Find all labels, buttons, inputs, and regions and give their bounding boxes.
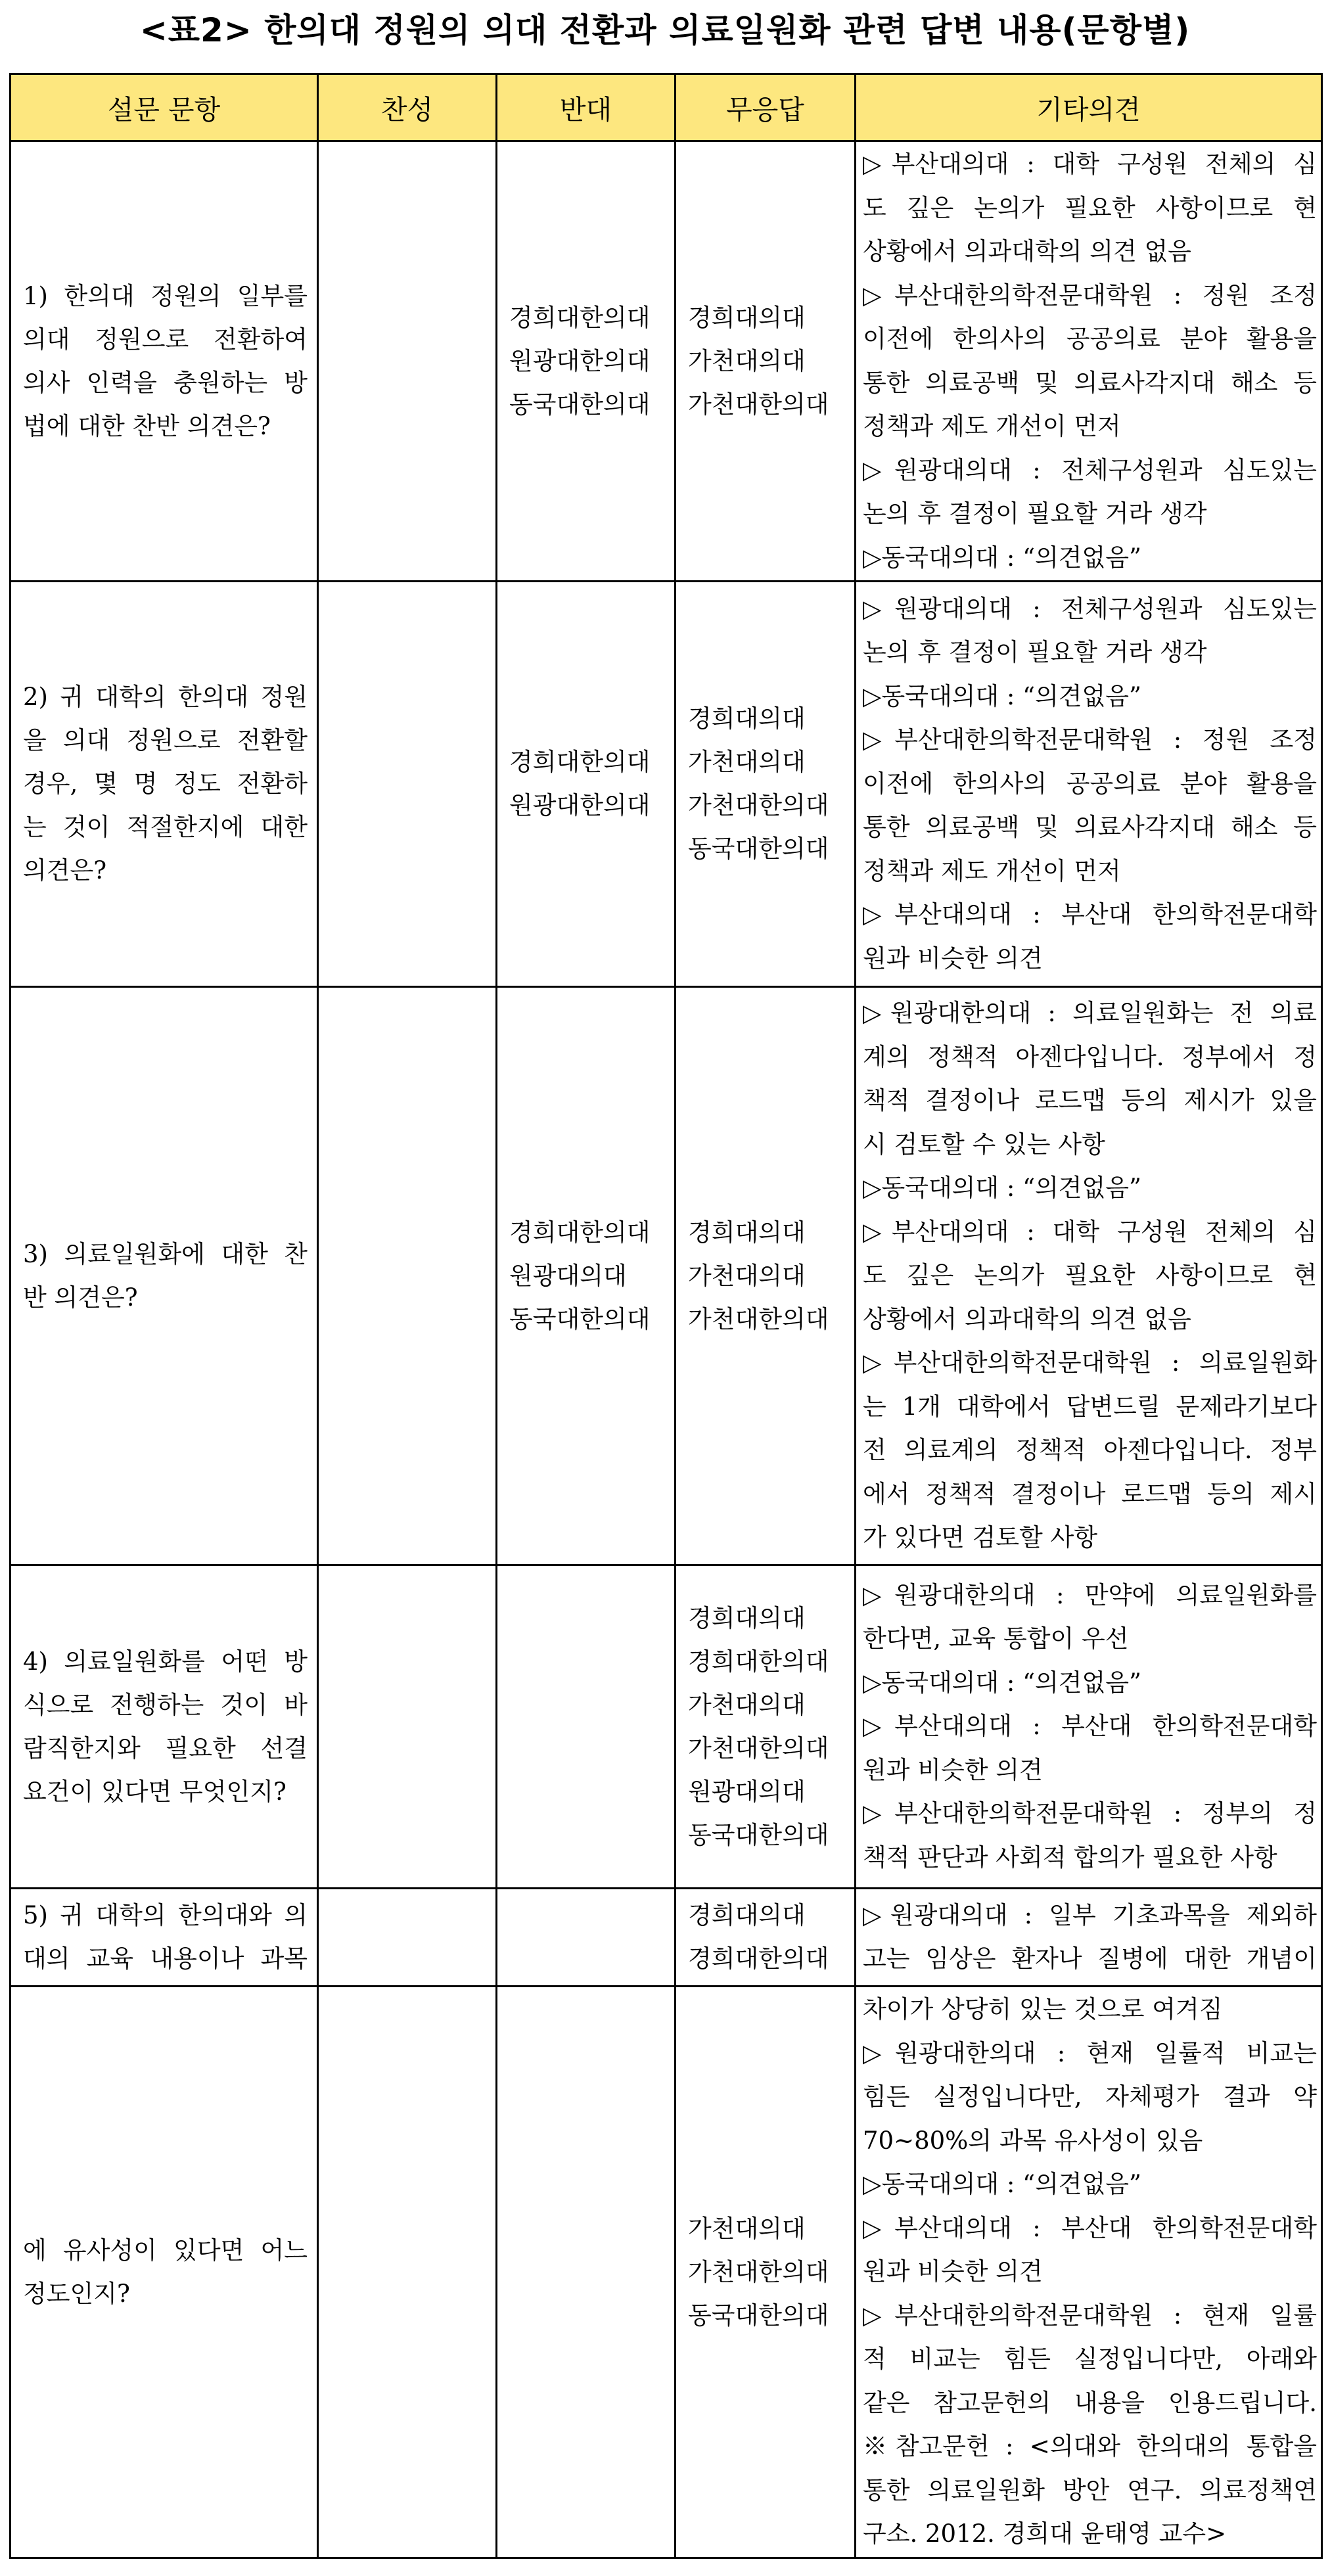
agree-cell	[318, 582, 497, 987]
opinion-line: ▷동국대의대 : “의견없음”	[863, 1174, 1141, 1203]
no-answer-cell	[676, 1565, 856, 1889]
disagree-cell	[497, 1889, 676, 1987]
opinion-line: ▷부산대의대 : 부산대 한의학전문대학	[863, 900, 1317, 929]
opinion-line: 도 깊은 논의가 필요한 사항이므로 현	[863, 1261, 1317, 1290]
opinion-line: 70~80%의 과목 유사성이 있음	[863, 2126, 1203, 2155]
question-line: 람직한지와 필요한 선결	[23, 1734, 308, 1762]
table-row	[11, 582, 1322, 987]
opinion-line: 통한 의료일원화 방안 연구. 의료정책연	[863, 2475, 1317, 2504]
opinion-line: 한다면, 교육 통합이 우선	[863, 1624, 1129, 1653]
question-line: 에 유사성이 있다면 어느	[23, 2236, 308, 2265]
table-header-row	[11, 74, 1322, 141]
no-answer-cell	[676, 141, 856, 582]
opinion-line: 이전에 한의사의 공공의료 분야 활용을	[863, 769, 1317, 798]
question-line: 5) 귀 대학의 한의대와 의	[23, 1901, 308, 1929]
opinion-line: ▷부산대의대 : 대학 구성원 전체의 심	[863, 150, 1317, 178]
header-question: 설문 문항	[11, 74, 318, 141]
question-line: 의대 정원으로 전환하여	[23, 325, 308, 354]
question-line: 법에 대한 찬반 의견은?	[23, 411, 271, 440]
school-name: 동국대한의대	[509, 390, 651, 419]
opinion-line: 같은 참고문헌의 내용을 인용드립니다.	[863, 2388, 1317, 2417]
disagree-cell	[497, 141, 676, 582]
opinion-line: 는 1개 대학에서 답변드릴 문제라기보다	[863, 1392, 1317, 1421]
school-name: 원광대의대	[509, 1261, 627, 1290]
opinion-line: ▷부산대의대 : 대학 구성원 전체의 심	[863, 1217, 1317, 1246]
opinion-line: 이전에 한의사의 공공의료 분야 활용을	[863, 325, 1317, 353]
opinion-line: ▷원광대의대 : 전체구성원과 심도있는	[863, 594, 1317, 623]
opinion-line: ▷원광대한의대 : 현재 일률적 비교는	[863, 2038, 1317, 2067]
school-name: 경희대의대	[688, 1218, 806, 1247]
no-answer-cell	[676, 1889, 856, 1987]
question-line: 을 의대 정원으로 전환할	[23, 726, 308, 754]
school-name: 경희대한의대	[688, 1647, 829, 1676]
school-name: 가천대의대	[688, 2214, 806, 2243]
opinion-line: 원과 비슷한 의견	[863, 1755, 1043, 1784]
question-line: 정도인지?	[23, 2279, 130, 2308]
disagree-cell	[497, 987, 676, 1565]
opinion-line: ▷원광대의대 : 일부 기초과목을 제외하	[863, 1900, 1317, 1929]
agree-cell	[318, 1565, 497, 1889]
opinion-line: 차이가 상당히 있는 것으로 여겨짐	[863, 1995, 1223, 2024]
question-line: 2) 귀 대학의 한의대 정원	[23, 683, 308, 711]
question-line: 반 의견은?	[23, 1283, 138, 1312]
school-name: 가천대한의대	[688, 390, 829, 419]
opinion-line: ▷동국대의대 : “의견없음”	[863, 2170, 1141, 2199]
table-row	[11, 1565, 1322, 1889]
survey-response-table	[9, 73, 1323, 2559]
school-name: 경희대한의대	[688, 1944, 829, 1973]
school-name: 경희대한의대	[509, 748, 651, 776]
opinion-line: ▷부산대한의학전문대학원 : 정부의 정	[863, 1799, 1317, 1828]
opinion-line: ▷원광대의대 : 전체구성원과 심도있는	[863, 455, 1317, 484]
agree-cell	[318, 141, 497, 582]
question-cell	[11, 141, 318, 582]
question-cell	[11, 1565, 318, 1889]
opinion-line: ▷동국대의대 : “의견없음”	[863, 681, 1141, 710]
opinion-line: 힘든 실정입니다만, 자체평가 결과 약	[863, 2082, 1317, 2111]
table-row	[11, 141, 1322, 582]
agree-cell	[318, 987, 497, 1565]
no-answer-cell	[676, 987, 856, 1565]
opinion-cell	[856, 141, 1322, 582]
school-name: 가천대의대	[688, 1690, 806, 1719]
opinion-cell	[856, 582, 1322, 987]
question-cell	[11, 582, 318, 987]
school-name: 경희대한의대	[509, 1218, 651, 1247]
opinion-line: 정책과 제도 개선이 먼저	[863, 856, 1121, 885]
opinion-line: 전 의료계의 정책적 아젠다입니다. 정부	[863, 1436, 1317, 1465]
school-name: 가천대한의대	[688, 1304, 829, 1333]
opinion-line: ▷부산대한의학전문대학원 : 의료일원화	[863, 1348, 1317, 1377]
question-line: 4) 의료일원화를 어떤 방	[23, 1647, 308, 1676]
school-name: 원광대한의대	[509, 791, 651, 819]
opinion-line: 도 깊은 논의가 필요한 사항이므로 현	[863, 193, 1317, 222]
school-name: 경희대의대	[688, 1603, 806, 1632]
disagree-cell	[497, 582, 676, 987]
school-name: 가천대의대	[688, 346, 806, 375]
agree-cell	[318, 1987, 497, 2558]
opinion-line: ※참고문헌 : <의대와 한의대의 통합을	[863, 2432, 1317, 2461]
opinion-line: ▷부산대한의학전문대학원 : 현재 일률	[863, 2301, 1317, 2330]
opinion-line: ▷원광대한의대 : 만약에 의료일원화를	[863, 1580, 1317, 1609]
opinion-cell	[856, 1565, 1322, 1889]
school-name: 원광대한의대	[509, 346, 651, 375]
school-name: 경희대의대	[688, 704, 806, 733]
question-cell	[11, 987, 318, 1565]
opinion-line: ▷부산대의대 : 부산대 한의학전문대학	[863, 2213, 1317, 2242]
school-name: 경희대의대	[688, 303, 806, 332]
opinion-line: ▷동국대의대 : “의견없음”	[863, 543, 1141, 572]
agree-cell	[318, 1889, 497, 1987]
disagree-cell	[497, 1987, 676, 2558]
opinion-line: 상황에서 의과대학의 의견 없음	[863, 237, 1191, 265]
opinion-cell	[856, 987, 1322, 1565]
school-name: 가천대의대	[688, 1261, 806, 1290]
school-name: 동국대한의대	[688, 2301, 829, 2330]
opinion-line: 통한 의료공백 및 의료사각지대 해소 등	[863, 368, 1317, 397]
school-name: 동국대한의대	[688, 1820, 829, 1849]
opinion-line: 상황에서 의과대학의 의견 없음	[863, 1304, 1191, 1333]
opinion-line: 에서 정책적 결정이나 로드맵 등의 제시	[863, 1479, 1317, 1508]
table-row	[11, 1889, 1322, 1987]
school-name: 경희대한의대	[509, 303, 651, 332]
question-line: 경우, 몇 명 정도 전환하	[23, 770, 308, 798]
opinion-line: 가 있다면 검토할 사항	[863, 1523, 1097, 1552]
question-cell	[11, 1987, 318, 2558]
opinion-line: ▷부산대의대 : 부산대 한의학전문대학	[863, 1712, 1317, 1741]
question-line: 요건이 있다면 무엇인지?	[23, 1777, 287, 1806]
table-row	[11, 987, 1322, 1565]
opinion-line: 원과 비슷한 의견	[863, 2257, 1043, 2286]
question-line: 의사 인력을 충원하는 방	[23, 368, 308, 397]
opinion-line: 시 검토할 수 있는 사항	[863, 1130, 1105, 1159]
opinion-line: 고는 임상은 환자나 질병에 대한 개념이	[863, 1944, 1317, 1973]
opinion-line: 책적 판단과 사회적 합의가 필요한 사항	[863, 1843, 1277, 1872]
school-name: 경희대의대	[688, 1901, 806, 1929]
question-line: 의견은?	[23, 856, 107, 885]
opinion-line: ▷원광대한의대 : 의료일원화는 전 의료	[863, 999, 1317, 1028]
school-name: 가천대한의대	[688, 791, 829, 819]
opinion-line: ▷부산대한의학전문대학원 : 정원 조정	[863, 281, 1317, 310]
school-name: 동국대한의대	[688, 835, 829, 863]
opinion-line: 정책과 제도 개선이 먼저	[863, 412, 1121, 440]
question-cell	[11, 1889, 318, 1987]
question-line: 3) 의료일원화에 대한 찬	[23, 1239, 308, 1268]
opinion-cell	[856, 1987, 1322, 2558]
question-line: 식으로 전행하는 것이 바	[23, 1690, 308, 1719]
disagree-cell	[497, 1565, 676, 1889]
opinion-line: 구소. 2012. 경희대 윤태영 교수>	[863, 2519, 1227, 2548]
no-answer-cell	[676, 582, 856, 987]
header-no-answer: 무응답	[676, 74, 856, 141]
question-line: 대의 교육 내용이나 과목	[23, 1944, 308, 1973]
school-name: 가천대의대	[688, 748, 806, 776]
opinion-line: 논의 후 결정이 필요할 거라 생각	[863, 499, 1207, 528]
opinion-line: 책적 결정이나 로드맵 등의 제시가 있을	[863, 1086, 1317, 1115]
school-name: 원광대의대	[688, 1777, 806, 1806]
opinion-line: 논의 후 결정이 필요할 거라 생각	[863, 638, 1207, 667]
school-name: 가천대한의대	[688, 1734, 829, 1762]
question-line: 는 것이 적절한지에 대한	[23, 813, 308, 841]
school-name: 가천대한의대	[688, 2257, 829, 2286]
opinion-line: ▷부산대한의학전문대학원 : 정원 조정	[863, 725, 1317, 754]
table-row	[11, 1987, 1322, 2558]
opinion-line: ▷동국대의대 : “의견없음”	[863, 1668, 1141, 1697]
opinion-line: 원과 비슷한 의견	[863, 944, 1043, 973]
header-disagree: 반대	[497, 74, 676, 141]
table-title: <표2> 한의대 정원의 의대 전환과 의료일원화 관련 답변 내용(문항별)	[139, 11, 1191, 49]
school-name: 동국대한의대	[509, 1304, 651, 1333]
header-other-opinions: 기타의견	[856, 74, 1322, 141]
opinion-line: 계의 정책적 아젠다입니다. 정부에서 정	[863, 1042, 1317, 1071]
opinion-line: 통한 의료공백 및 의료사각지대 해소 등	[863, 813, 1317, 842]
opinion-line: 적 비교는 힘든 실정입니다만, 아래와	[863, 2345, 1317, 2374]
no-answer-cell	[676, 1987, 856, 2558]
question-line: 1) 한의대 정원의 일부를	[23, 281, 308, 310]
header-agree: 찬성	[318, 74, 497, 141]
opinion-cell	[856, 1889, 1322, 1987]
